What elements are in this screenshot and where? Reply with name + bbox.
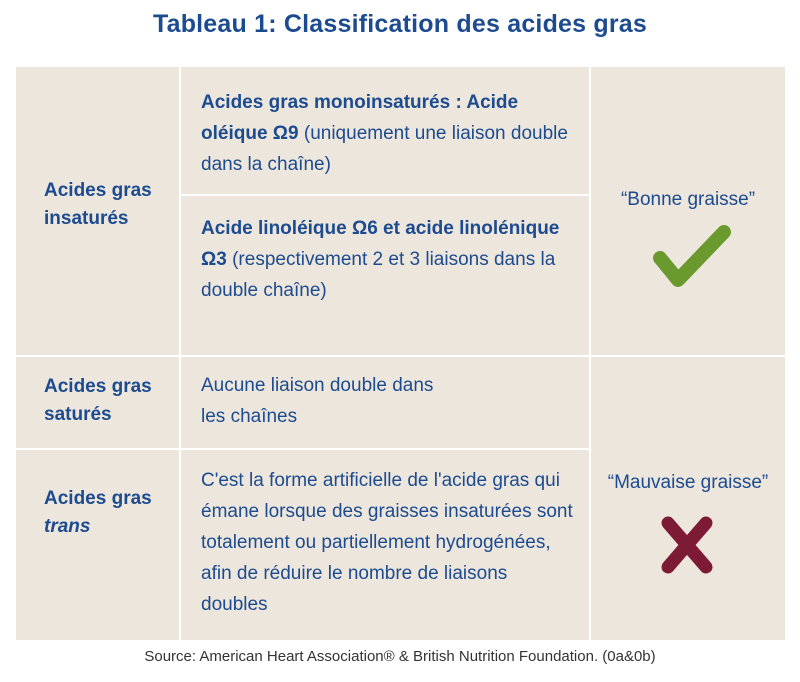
poly-bold-text: Acide linoléique Ω6 et acide linolénique Ω3 — [201, 218, 560, 270]
category-satures: Acides gras saturés — [44, 376, 152, 425]
poly-unsaturated-description — [201, 213, 576, 306]
mono-bold-text: Acides gras monoinsaturés : Acide oléique Ω9 — [201, 92, 519, 144]
mono-normal-text: (uniquement une liaison double dans la chaîne) — [201, 123, 568, 175]
column-divider-2 — [589, 67, 591, 640]
good-fat-label: “Bonne graisse” — [620, 189, 756, 210]
trans-description: C'est la forme artificielle de l'acide gras qui émane lorsque des graisses insaturées sont totalement ou partiellement hydrogénées, afin de réduire le nombre de liaisons doubles — [201, 470, 573, 615]
classification-table — [16, 67, 785, 640]
source-note: Source: American Heart Association® & British Nutrition Foundation. (0a&0b) — [144, 648, 656, 665]
category-insatures: Acides gras insaturés — [44, 180, 152, 229]
poly-normal-text: (respectivement 2 et 3 liaisons dans la double chaîne) — [201, 249, 556, 301]
table-title: Tableau 1: Classification des acides gras — [152, 10, 648, 38]
column-divider-1 — [179, 67, 181, 640]
check-icon — [652, 222, 732, 287]
row-divider-insatures-satures — [16, 355, 785, 357]
row-divider-mono-poly — [181, 194, 589, 196]
category-trans: Acides gras trans — [44, 488, 152, 537]
row-divider-satures-trans — [16, 448, 589, 450]
satures-description: Aucune liaison double dans les chaînes — [201, 375, 434, 427]
cross-icon — [659, 515, 715, 575]
bad-fat-label: “Mauvaise graisse” — [607, 472, 769, 493]
mono-unsaturated-description — [201, 87, 576, 180]
